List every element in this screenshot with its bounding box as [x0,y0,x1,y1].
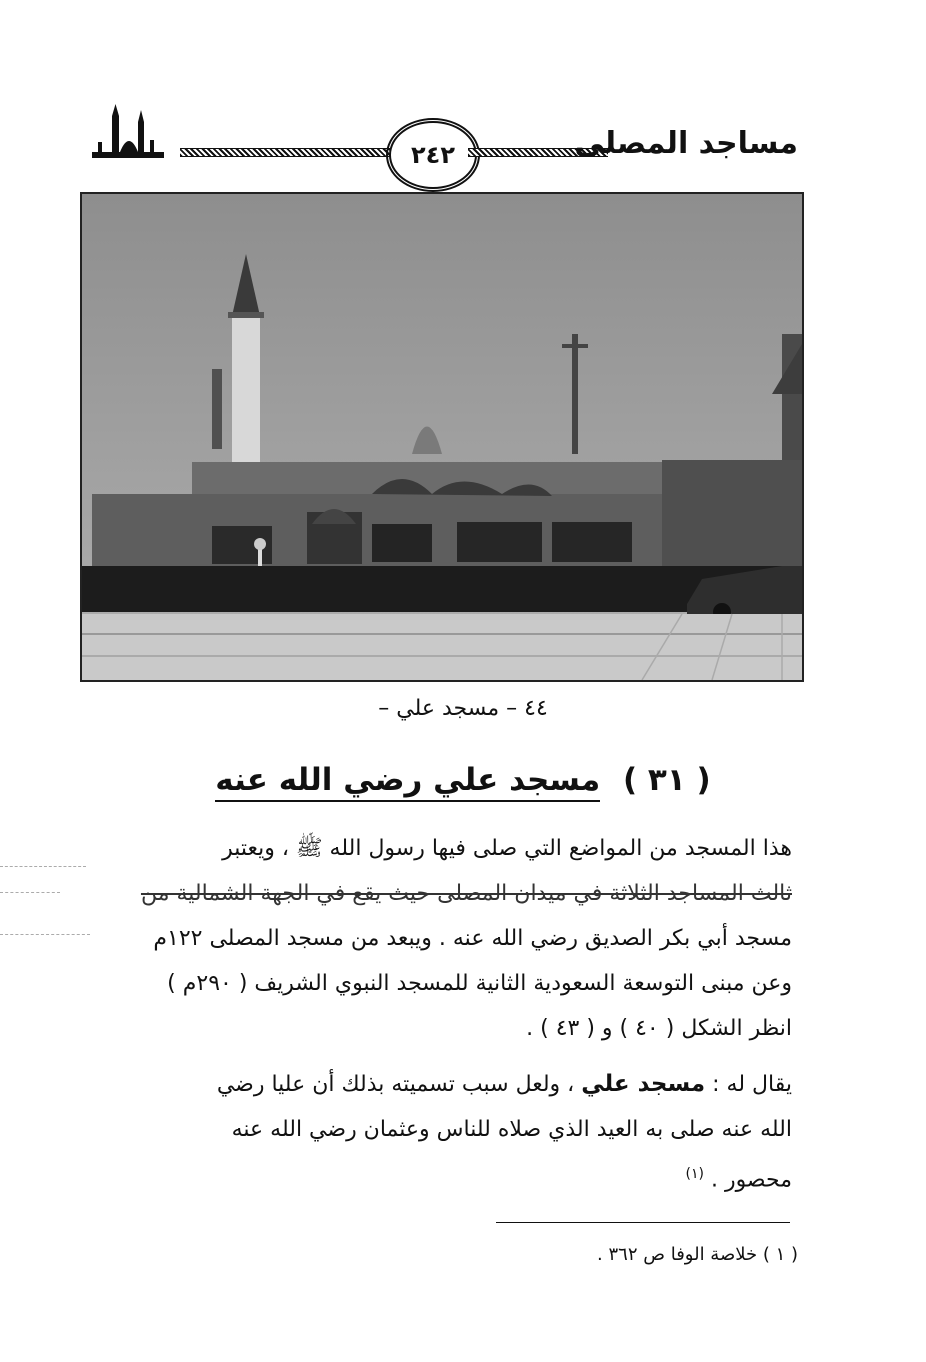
paragraph-line: هذا المسجد من المواضع التي صلى فيها رسول الله ﷺ ، ويعتبر [222,836,792,861]
mosque-photo-image [82,194,802,680]
page-header [90,104,806,184]
footnote-divider [496,1222,790,1223]
mosque-photo [80,192,804,682]
section-heading [0,762,926,798]
paragraph-line [92,1062,792,1107]
figure-caption: ٤٤ – مسجد علي – [378,696,548,721]
paragraph-line: وعن مبنى التوسعة السعودية الثانية للمسجد النبوي الشريف ( ٢٩٠م ) [167,971,792,996]
paragraph-text: ، ولعل سبب تسميته بذلك أن عليا رضي [216,1072,575,1097]
section-title: مسجد علي رضي الله عنه [215,762,600,802]
paragraph-line: الله عنه صلى به العيد الذي صلاه للناس وعثمان رضي الله عنه [231,1117,792,1142]
rope-border-left [180,148,390,157]
paragraph-line: مسجد أبي بكر الصديق رضي الله عنه . ويبعد من مسجد المصلى ١٢٢م [153,926,792,951]
paragraph-text: محصور . [710,1167,792,1193]
paragraph-2 [92,1062,792,1202]
mosque-silhouette-icon [90,104,166,160]
bold-mosque-name: مسجد علي [581,1071,706,1097]
footnote-reference: (١) [685,1166,704,1182]
running-title: مساجد المصلى [574,126,798,161]
scan-noise [0,934,90,936]
section-number: ( ٣١ ) [622,762,711,798]
paragraph-line: انظر الشكل ( ٤٠ ) و ( ٤٣ ) . [526,1016,792,1041]
page-number: ٢٤٢ [386,118,480,192]
footnote: ( ١ ) خلاصة الوفا ص ٣٦٢ . [597,1244,798,1265]
paragraph-line: ثالث المساجد الثلاثة في ميدان المصلى حيث يقع في الجهة الشمالية من [140,881,792,906]
scan-noise [0,866,86,868]
paragraph-1 [92,826,792,1051]
scan-noise [0,892,60,894]
paragraph-line [92,1152,792,1202]
paragraph-lead: يقال له : [712,1072,792,1097]
